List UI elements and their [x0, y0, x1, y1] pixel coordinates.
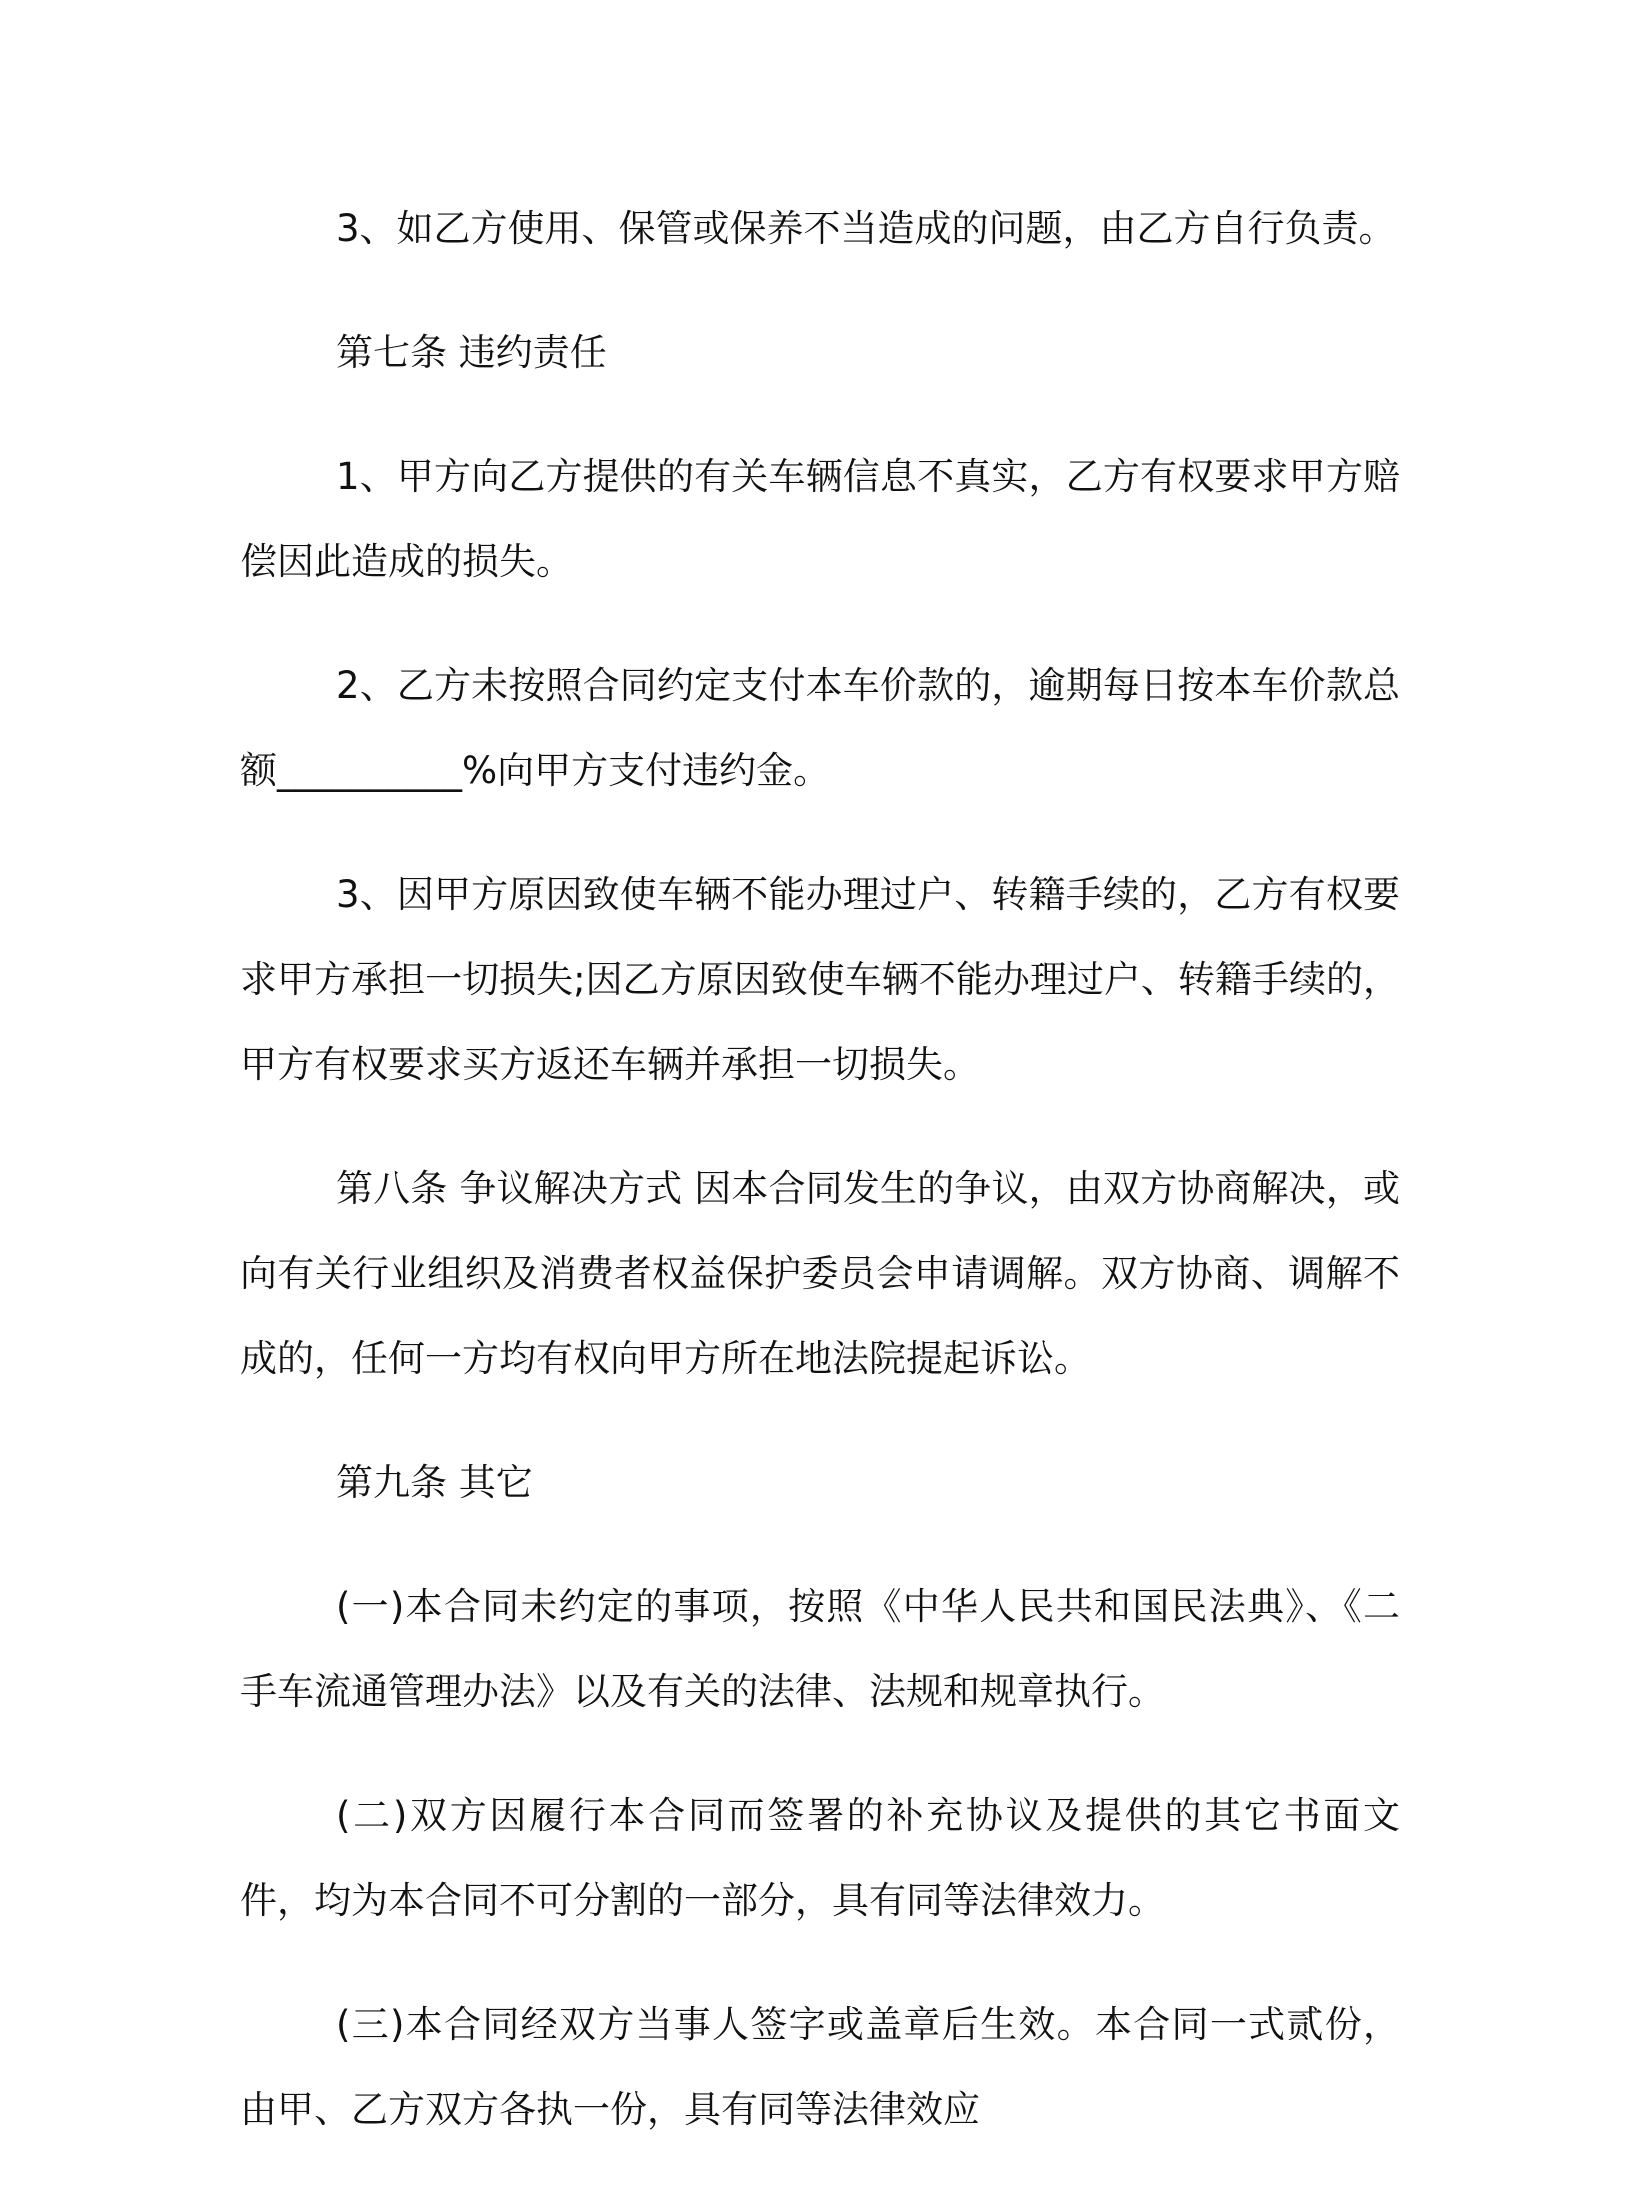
clause-9-item-2: (二)双方因履行本合同而签署的补充协议及提供的其它书面文件，均为本合同不可分割的一部分，具有同等法律效力。 [240, 1794, 1400, 1922]
clause-6-item-3: 3、如乙方使用、保管或保养不当造成的问题，由乙方自行负责。 [336, 207, 1396, 250]
article-8-paragraph: 第八条 争议解决方式 因本合同发生的争议，由双方协商解决，或向有关行业组织及消费者权益保护委员会申请调解。双方协商、调解不成的，任何一方均有权向甲方所在地法院提起诉讼。 [240, 1167, 1400, 1380]
article-9-heading: 第九条 其它 [336, 1461, 533, 1504]
clause-7-item-1: 1、甲方向乙方提供的有关车辆信息不真实，乙方有权要求甲方赔偿因此造成的损失。 [240, 455, 1400, 583]
clause-7-item-3: 3、因甲方原因致使车辆不能办理过户、转籍手续的，乙方有权要求甲方承担一切损失;因乙方原因致使车辆不能办理过户、转籍手续的，甲方有权要求买方返还车辆并承担一切损失。 [240, 873, 1400, 1086]
clause-7-item-2: 2、乙方未按照合同约定支付本车价款的，逾期每日按本车价款总额__________%向甲方支付违约金。 [240, 664, 1400, 792]
article-7-heading: 第七条 违约责任 [336, 331, 607, 374]
document-body [240, 186, 1400, 2191]
clause-9-item-1: (一)本合同未约定的事项，按照《中华人民共和国民法典》、《二手车流通管理办法》以及有关的法律、法规和规章执行。 [240, 1585, 1400, 1713]
clause-9-item-3: (三)本合同经双方当事人签字或盖章后生效。本合同一式贰份，由甲、乙方双方各执一份，具有同等法律效应 [240, 2003, 1400, 2131]
